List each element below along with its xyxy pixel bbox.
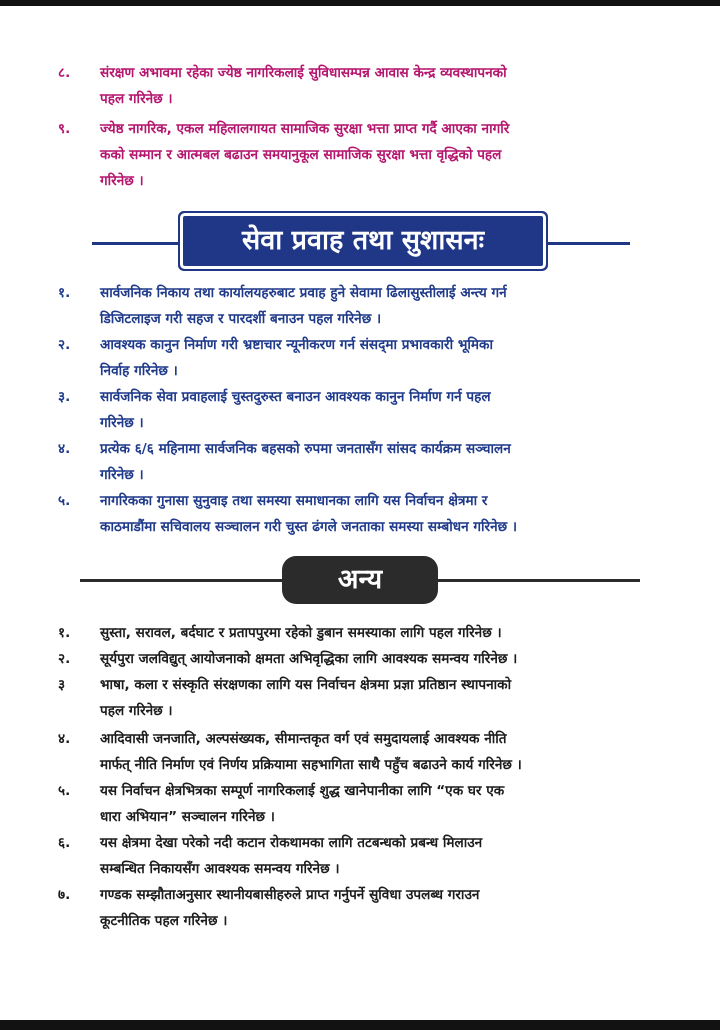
item-line: धारा अभियान” सञ्चालन गरिनेछ । [100, 809, 275, 825]
section2-item-6 [58, 830, 668, 882]
item-line: पहल गरिनेछ । [100, 91, 173, 107]
item-line: पहल गरिनेछ । [100, 703, 173, 719]
item-line: आदिवासी जनजाति, अल्पसंख्यक, सीमान्तकृत वर्ग एवं समुदायलाई आवश्यक नीति [100, 731, 507, 747]
item-line: गण्डक सम्झौताअनुसार स्थानीयबासीहरुले प्राप्त गर्नुपर्ने सुविधा उपलब्ध गराउन [100, 887, 480, 903]
item-number: २. [58, 651, 71, 667]
section2-item-1 [58, 620, 668, 646]
item-number: १. [58, 285, 71, 301]
item-number: ४. [58, 731, 71, 747]
section1-item-4 [58, 436, 668, 488]
section1-item-5 [58, 488, 668, 540]
item-number: २. [58, 337, 71, 353]
intro-item-8 [58, 60, 668, 112]
item-number: ६. [58, 835, 71, 851]
item-number: १. [58, 625, 71, 641]
item-line: गरिनेछ । [100, 173, 144, 189]
item-number: ३ [58, 677, 66, 693]
item-number: ५. [58, 493, 71, 509]
item-line: सार्वजनिक निकाय तथा कार्यालयहरुबाट प्रवाह हुने सेवामा ढिलासुस्तीलाई अन्त्य गर्न [100, 285, 507, 301]
item-line: संरक्षण अभावमा रहेका ज्येष्ठ नागरिकलाई सुविधासम्पन्न आवास केन्द्र व्यवस्थापनको [100, 65, 507, 81]
item-line: डिजिटलाइज गरी सहज र पारदर्शी बनाउन पहल गरिनेछ । [100, 311, 382, 327]
item-line: गरिनेछ । [100, 467, 144, 483]
section2-item-5 [58, 778, 668, 830]
document-page [0, 6, 720, 1020]
item-line: ज्येष्ठ नागरिक, एकल महिलालगायत सामाजिक सुरक्षा भत्ता प्राप्त गर्दै आएका नागरि [100, 121, 510, 137]
section2-item-2 [58, 646, 668, 672]
section2-heading: अन्य [282, 556, 438, 604]
section2-item-3 [58, 672, 668, 724]
item-number: ९. [58, 121, 71, 137]
item-number: ७. [58, 887, 71, 903]
section2-item-7 [58, 882, 668, 934]
item-line: यस क्षेत्रमा देखा परेको नदी कटान रोकथामका लागि तटबन्धको प्रबन्ध मिलाउन [100, 835, 483, 851]
item-line: कूटनीतिक पहल गरिनेछ । [100, 913, 228, 929]
intro-item-9 [58, 116, 668, 194]
item-line: गरिनेछ । [100, 415, 144, 431]
item-line: मार्फत् नीति निर्माण एवं निर्णय प्रक्रियामा सहभागिता साथै पहुँच बढाउने कार्य गरिनेछ । [100, 757, 522, 773]
section1-item-1 [58, 280, 668, 332]
item-line: काठमाडौंमा सचिवालय सञ्चालन गरी चुस्त ढंगले जनताका समस्या सम्बोधन गरिनेछ । [100, 519, 518, 535]
item-line: कको सम्मान र आत्मबल बढाउन समयानुकूल सामाजिक सुरक्षा भत्ता वृद्धिको पहल [100, 147, 502, 163]
item-line: यस निर्वाचन क्षेत्रभित्रका सम्पूर्ण नागरिकलाई शुद्ध खानेपानीका लागि “एक घर एक [100, 783, 505, 799]
section1-heading: सेवा प्रवाह तथा सुशासनः [183, 216, 543, 266]
item-line: सम्बन्धित निकायसँग आवश्यक समन्वय गरिनेछ । [100, 861, 340, 877]
item-number: ३. [58, 389, 71, 405]
section1-item-2 [58, 332, 668, 384]
bottom-dark-strip [0, 1020, 720, 1030]
item-line: सूर्यपुरा जलविद्युत् आयोजनाको क्षमता अभिवृद्धिका लागि आवश्यक समन्वय गरिनेछ । [100, 651, 518, 667]
item-line: आवश्यक कानुन निर्माण गरी भ्रष्टाचार न्यूनीकरण गर्न संसद्‌मा प्रभावकारी भूमिका [100, 337, 494, 353]
item-line: नागरिकका गुनासा सुनुवाइ तथा समस्या समाधानका लागि यस निर्वाचन क्षेत्रमा र [100, 493, 488, 509]
item-line: निर्वाह गरिनेछ । [100, 363, 178, 379]
item-line: सुस्ता, सरावल, बर्दघाट र प्रतापपुरमा रहेको डुबान समस्याका लागि पहल गरिनेछ । [100, 625, 502, 641]
item-line: प्रत्येक ६/६ महिनामा सार्वजनिक बहसको रुपमा जनतासँग सांसद कार्यक्रम सञ्चालन [100, 441, 511, 457]
item-number: ४. [58, 441, 71, 457]
item-number: ५. [58, 783, 71, 799]
item-line: भाषा, कला र संस्कृति संरक्षणका लागि यस निर्वाचन क्षेत्रमा प्रज्ञा प्रतिष्ठान स्थापनाको [100, 677, 512, 693]
item-number: ८. [58, 65, 71, 81]
section1-item-3 [58, 384, 668, 436]
section2-item-4 [58, 726, 668, 778]
item-line: सार्वजनिक सेवा प्रवाहलाई चुस्तदुरुस्त बनाउन आवश्यक कानुन निर्माण गर्न पहल [100, 389, 491, 405]
